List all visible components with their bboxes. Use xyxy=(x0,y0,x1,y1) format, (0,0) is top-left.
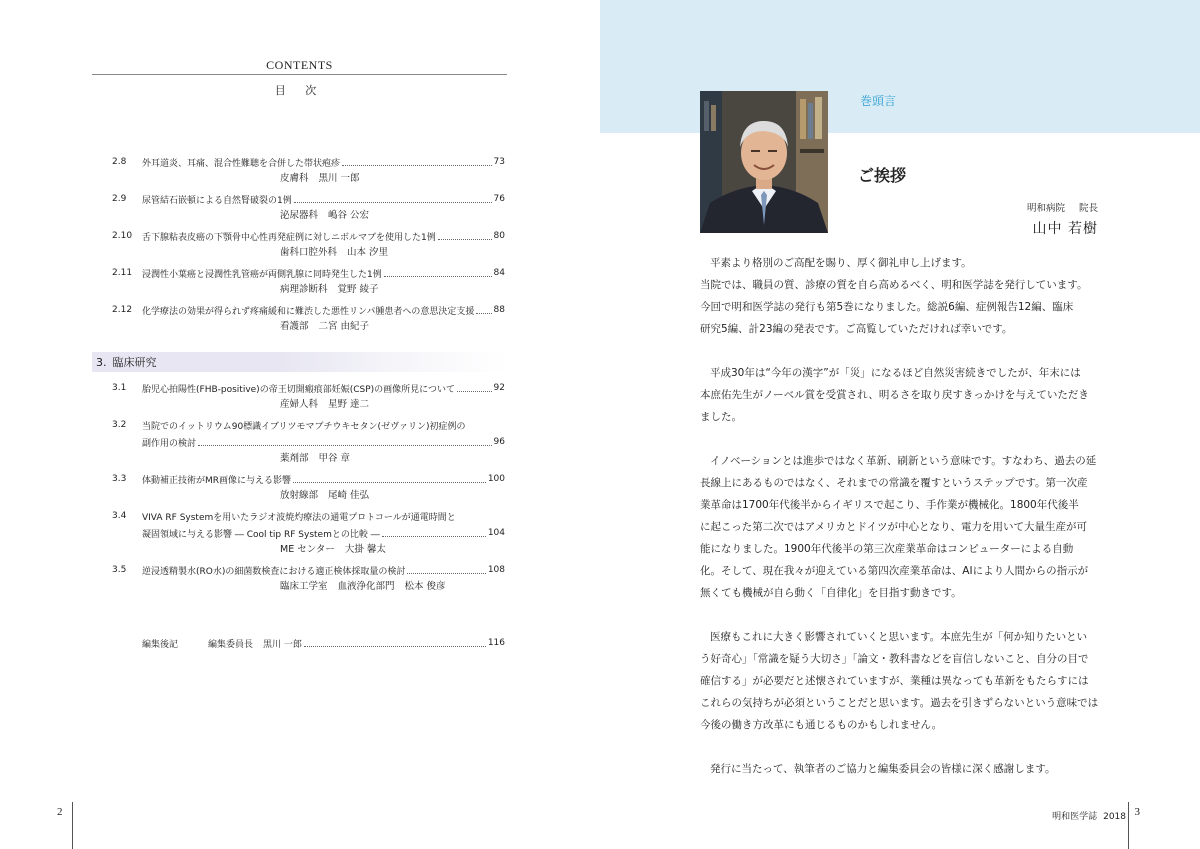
page-edge-line xyxy=(72,802,73,849)
author-part: 覚野 綾子 xyxy=(337,283,379,295)
toc-number: 3.5 xyxy=(112,565,127,575)
author-part: 大掛 馨太 xyxy=(344,543,386,555)
toc-title-line xyxy=(112,472,505,486)
toc-entry[interactable] xyxy=(112,381,505,410)
toc-title: 化学療法の効果が得られず疼痛緩和に難渋した悪性リンパ腫患者への意思決定支援 xyxy=(142,306,475,317)
author-part: 嶋谷 公宏 xyxy=(328,209,370,221)
toc-section-2 xyxy=(112,155,505,340)
body-line: 今後の働き方改革にも通じるものかもしれません。 xyxy=(700,719,943,731)
toc-title-line xyxy=(112,192,505,206)
leader-dots xyxy=(342,165,492,166)
contents-subheading: 目 次 xyxy=(274,84,325,97)
afterword-label: 編集後記 xyxy=(142,639,179,650)
author-name: 山中 若樹 xyxy=(1032,221,1098,237)
author-part: 山本 汐里 xyxy=(347,246,389,258)
toc-number: 2.10 xyxy=(112,231,133,241)
leader-dots xyxy=(407,573,485,574)
body-line: 化。そして、現在我々が迎えている第四次産業革命は、AIにより人間からの指示が xyxy=(700,565,1089,577)
toc-author xyxy=(112,395,505,410)
toc-title-line xyxy=(112,526,505,540)
toc-entry[interactable] xyxy=(112,266,505,295)
portrait-image xyxy=(700,91,828,233)
toc-title: 胎児心拍陽性(FHB-positive)の帝王切開瘢痕部妊娠(CSP)の画像所見について xyxy=(142,384,455,395)
author-part: 臨床工学室 xyxy=(280,580,328,592)
toc-author xyxy=(112,540,505,555)
author-part: 看護部 xyxy=(280,320,309,332)
toc-title: 凝固領域に与える影響 ― Cool tip RF Systemとの比較 ― xyxy=(142,529,380,540)
toc-author xyxy=(112,169,505,184)
body-line: 平成30年は“今年の漢字”が「災」になるほど自然災害続きでしたが、年末には xyxy=(710,367,1081,379)
toc-title-line xyxy=(112,418,505,432)
toc-title-line xyxy=(112,381,505,395)
toc-title: 当院でのイットリウム90標識イブリツモマブチウキセタン(ゼヴァリン)初症例の xyxy=(142,421,466,432)
body-line: これらの気持ちが必須ということだと思います。過去を引きずらないという意味では xyxy=(700,697,1099,709)
toc-page-number: 84 xyxy=(493,268,505,278)
leader-dots xyxy=(304,646,486,647)
toc-title: 逆浸透精製水(RO水)の細菌数検査における適正検体採取量の検討 xyxy=(142,566,406,577)
author-part: 歯科口腔外科 xyxy=(280,246,338,258)
toc-author xyxy=(112,206,505,221)
toc-author xyxy=(112,577,505,592)
contents-rule xyxy=(92,74,507,75)
author-part: 皮膚科 xyxy=(280,172,309,184)
body-line: 発行に当たって、執筆者のご協力と編集委員会の皆様に深く感謝します。 xyxy=(710,763,1056,775)
body-line: 長線上にあるものではなく、それまでの常識を覆すというステップです。第一次産 xyxy=(700,477,1088,489)
toc-author xyxy=(112,317,505,332)
body-line: に起こった第二次ではアメリカとドイツが中心となり、電力を用いて大量生産が可 xyxy=(700,521,1088,533)
toc-number: 2.11 xyxy=(112,268,133,278)
contents-heading: CONTENTS xyxy=(266,58,333,72)
header-band xyxy=(600,0,1200,133)
body-line: 今回で明和医学誌の発行も第5巻になりました。総説6編、症例報告12編、臨床 xyxy=(700,301,1074,313)
toc-page-number: 80 xyxy=(493,231,505,241)
author-role: 院長 xyxy=(1078,203,1098,214)
afterword-role: 編集委員長 xyxy=(208,639,254,650)
toc-number: 2.9 xyxy=(112,194,127,204)
footer-year: 2018 xyxy=(1103,812,1126,822)
toc-title: 尿管結石嵌頓による自然腎破裂の1例 xyxy=(142,195,292,206)
body-line: 本庶佑先生がノーベル賞を受賞され、明るさを取り戻すきっかけを与えていただき xyxy=(700,389,1089,401)
author-part: 二宮 由紀子 xyxy=(318,320,370,332)
author-part: 尾崎 佳弘 xyxy=(328,489,370,501)
leader-dots xyxy=(294,202,492,203)
toc-title: VIVA RF Systemを用いたラジオ波焼灼療法の通電プロトコールが通電時間と xyxy=(142,512,456,523)
body-paragraph xyxy=(700,626,1100,736)
toc-number: 3.3 xyxy=(112,474,127,484)
section-title: 臨床研究 xyxy=(112,356,157,369)
toc-section-3 xyxy=(112,381,505,600)
body-line: 確信する」が必要だと述懐されていますが、業種は異なっても革新をもたらすには xyxy=(700,675,1089,687)
leader-dots xyxy=(438,239,492,240)
toc-title: 舌下腺粘表皮癌の下顎骨中心性再発症例に対しニボルマブを使用した1例 xyxy=(142,232,436,243)
leader-dots xyxy=(382,536,486,537)
director-portrait xyxy=(700,91,828,233)
author-affiliation xyxy=(1027,200,1098,214)
toc-page-number: 100 xyxy=(487,474,505,484)
footer-journal: 明和医学誌 xyxy=(1052,812,1098,822)
author-part: ME センター xyxy=(280,543,335,555)
body-paragraph xyxy=(700,758,1100,780)
toc-author xyxy=(112,449,505,464)
author-part: 薬剤部 xyxy=(280,452,309,464)
toc-author xyxy=(112,243,505,258)
section-label: 巻頭言 xyxy=(860,94,897,108)
body-line: イノベーションとは進歩ではなく革新、刷新という意味です。すなわち、過去の延 xyxy=(710,455,1097,467)
body-paragraph xyxy=(700,450,1100,604)
author-part: 松本 俊彦 xyxy=(404,580,446,592)
toc-entry[interactable] xyxy=(112,563,505,592)
toc-number: 3.4 xyxy=(112,511,127,521)
toc-entry[interactable] xyxy=(112,509,505,555)
toc-page-number: 73 xyxy=(493,157,505,167)
body-line: 平素より格別のご高配を賜り、厚く御礼申し上げます。 xyxy=(710,257,972,269)
toc-page-number: 108 xyxy=(487,565,505,575)
toc-entry[interactable] xyxy=(112,303,505,332)
author-part: 星野 達二 xyxy=(328,398,370,410)
right-page xyxy=(600,0,1200,849)
greeting-body xyxy=(700,252,1100,802)
greeting-title: ご挨拶 xyxy=(858,166,907,185)
body-paragraph xyxy=(700,362,1100,428)
toc-entry[interactable] xyxy=(112,229,505,258)
body-line: 当院では、職員の質、診療の質を自ら高めるべく、明和医学誌を発行しています。 xyxy=(700,279,1088,291)
author-part: 産婦人科 xyxy=(280,398,319,410)
toc-number: 3.1 xyxy=(112,383,127,393)
body-paragraph xyxy=(700,252,1100,340)
page-number-right: 3 xyxy=(1134,806,1140,818)
leader-dots xyxy=(198,445,492,446)
leader-dots xyxy=(293,482,486,483)
toc-page-number: 88 xyxy=(493,305,505,315)
body-line: 医療もこれに大きく影響されていくと思います。本庶先生が「何か知りたいとい xyxy=(710,631,1088,643)
body-line: ました。 xyxy=(700,411,742,423)
toc-number: 2.12 xyxy=(112,305,133,315)
running-footer xyxy=(1052,809,1126,822)
body-line: 業革命は1700年代後半からイギリスで起こり、手作業が機械化。1800年代後半 xyxy=(700,499,1079,511)
toc-author xyxy=(112,486,505,501)
toc-title: 副作用の検討 xyxy=(142,438,197,449)
body-line: 能になりました。1900年代後半の第三次産業革命はコンピューターによる自動 xyxy=(700,543,1074,555)
author-part: 病理診断科 xyxy=(280,283,328,295)
toc-title: 浸潤性小葉癌と浸潤性乳管癌が両側乳腺に同時発生した1例 xyxy=(142,269,382,280)
author-part: 黒川 一郎 xyxy=(318,172,360,184)
afterword-name: 黒川 一郎 xyxy=(263,639,302,650)
page-edge-line xyxy=(1128,802,1129,849)
page-number-left: 2 xyxy=(57,806,63,818)
toc-title-line xyxy=(112,435,505,449)
toc-entry[interactable] xyxy=(112,192,505,221)
author-org: 明和病院 xyxy=(1026,203,1065,214)
toc-entry[interactable] xyxy=(112,472,505,501)
toc-title-line xyxy=(112,303,505,317)
toc-title-line xyxy=(112,229,505,243)
toc-title: 外耳道炎、耳痛、混合性難聴を合併した帯状疱疹 xyxy=(142,158,341,169)
author-part: 甲谷 章 xyxy=(318,452,351,464)
toc-title-line xyxy=(112,563,505,577)
toc-page-number: 104 xyxy=(487,528,505,538)
toc-title-line xyxy=(112,266,505,280)
toc-title: 体動補正技術がMR画像に与える影響 xyxy=(142,475,292,486)
toc-page-number: 96 xyxy=(493,437,505,447)
author-part: 放射線部 xyxy=(280,489,319,501)
body-line: う好奇心」「常識を疑う大切さ」「論文・教科書などを盲信しないこと、自分の目で xyxy=(700,653,1089,665)
toc-entry[interactable] xyxy=(112,155,505,184)
toc-page-number: 76 xyxy=(493,194,505,204)
section-heading-clinical-research xyxy=(92,352,507,372)
body-line: 研究5編、計23編の発表です。ご高覧していただければ幸いです。 xyxy=(700,323,1013,335)
toc-afterword[interactable] xyxy=(142,636,505,650)
body-line: 無くても機械が自ら動く「自律化」を目指す動きです。 xyxy=(700,587,962,599)
leader-dots xyxy=(457,391,492,392)
leader-dots xyxy=(476,313,491,314)
toc-author xyxy=(112,280,505,295)
toc-number: 3.2 xyxy=(112,420,127,430)
toc-page-number: 92 xyxy=(493,383,505,393)
toc-number: 2.8 xyxy=(112,157,127,167)
author-part: 泌尿器科 xyxy=(280,209,319,221)
toc-title-line xyxy=(112,509,505,523)
leader-dots xyxy=(384,276,492,277)
section-number: 3. xyxy=(96,355,107,369)
toc-entry[interactable] xyxy=(112,418,505,464)
author-part: 血液浄化部門 xyxy=(337,580,395,592)
toc-title-line xyxy=(112,155,505,169)
afterword-page: 116 xyxy=(487,638,505,648)
